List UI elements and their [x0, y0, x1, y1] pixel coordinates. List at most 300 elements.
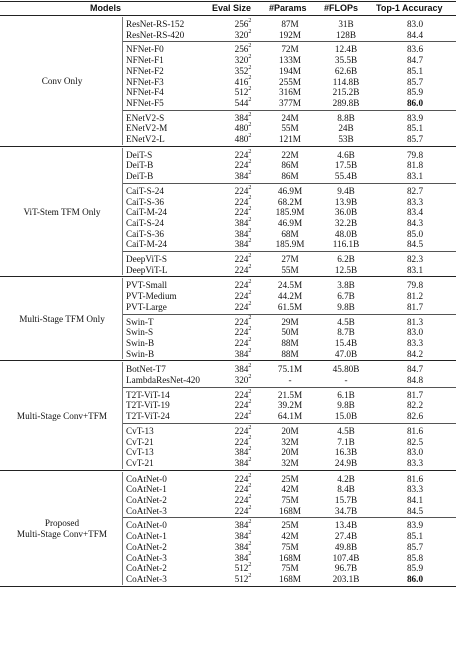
params-value: 55M: [281, 123, 299, 134]
params-value: 377M: [279, 97, 301, 108]
model-name: NFNet-F3: [126, 76, 164, 87]
eval-size: $224^2$: [234, 315, 252, 327]
model-name: DeiT-B: [126, 160, 154, 171]
model-name: LambdaResNet-420: [126, 375, 200, 385]
squared-superscript: 2: [248, 572, 252, 579]
top1-value: 85.7: [406, 541, 424, 552]
model-name: ENetV2-L: [126, 134, 165, 144]
params-value: 86M: [281, 160, 299, 171]
top1-value: 83.1: [406, 171, 424, 182]
params-value: 75M: [281, 541, 299, 552]
flops-value: 45.80B: [332, 364, 360, 375]
group-vertical-rule: [122, 362, 123, 468]
eval-size: $384^2$: [234, 540, 252, 552]
group-vertical-rule: [122, 148, 123, 276]
top1-value: 83.0: [406, 19, 424, 29]
params-value: 22M: [281, 149, 299, 160]
params-value: 55M: [281, 264, 299, 275]
top1-value: 86.0: [406, 97, 424, 108]
squared-superscript: 2: [248, 446, 252, 453]
eval-size: $384^2$: [234, 456, 252, 468]
flops-value: 31B: [338, 19, 354, 29]
params-value: 32M: [281, 457, 299, 468]
top1-value: 84.5: [406, 505, 424, 516]
eval-size: $224^2$: [234, 483, 252, 495]
flops-value: 4.2B: [337, 473, 355, 484]
params-value: 75.1M: [277, 364, 303, 375]
flops-value: 13.9B: [334, 196, 358, 207]
flops-value: 3.8B: [337, 280, 355, 291]
flops-value: 215.2B: [332, 87, 360, 98]
squared-superscript: 2: [248, 388, 252, 395]
squared-superscript: 2: [248, 43, 252, 50]
model-name: NFNet-F4: [126, 87, 164, 98]
eval-size: $224^2$: [234, 263, 252, 275]
group-rule: [0, 146, 456, 147]
eval-size: $224^2$: [234, 493, 252, 505]
squared-superscript: 2: [248, 17, 252, 24]
squared-superscript: 2: [248, 315, 252, 322]
params-value: 32M: [281, 436, 299, 447]
eval-size: $224^2$: [234, 148, 252, 160]
params-value: 25M: [281, 520, 299, 531]
model-name: Swin-B: [126, 337, 155, 348]
model-name: CaiT-M-24: [126, 239, 168, 250]
block-rule: [122, 251, 456, 252]
squared-superscript: 2: [248, 410, 252, 417]
params-value: 46.9M: [277, 185, 303, 196]
eval-size: $224^2$: [234, 472, 252, 484]
params-value: 168M: [279, 552, 301, 563]
flops-value: 55.4B: [334, 171, 358, 182]
flops-value: 203.1B: [332, 573, 360, 584]
params-value: 46.9M: [277, 217, 303, 228]
top1-value: 85.1: [406, 123, 424, 134]
flops-value: 128B: [336, 29, 356, 40]
top1-value: 81.6: [406, 425, 424, 436]
model-name: CoAtNet-3: [126, 573, 167, 584]
model-name: NFNet-F1: [126, 55, 164, 66]
params-value: 25M: [281, 473, 299, 484]
flops-value: 6.7B: [337, 291, 355, 302]
squared-superscript: 2: [248, 562, 252, 569]
squared-superscript: 2: [248, 300, 252, 307]
flops-value: 47.0B: [334, 348, 358, 359]
params-value: 39.2M: [277, 400, 303, 411]
eval-size: $352^2$: [234, 64, 252, 76]
eval-size: $320^2$: [234, 54, 252, 66]
model-name: CoAtNet-1: [126, 531, 167, 542]
model-name: CoAtNet-3: [126, 505, 167, 516]
squared-superscript: 2: [248, 28, 252, 35]
flops-value: 27.4B: [334, 531, 358, 542]
model-name: ResNet-RS-420: [126, 29, 185, 40]
flops-value: 35.5B: [334, 55, 358, 66]
top1-value: 81.7: [406, 389, 424, 400]
top1-value: 79.8: [406, 149, 424, 160]
squared-superscript: 2: [248, 399, 252, 406]
squared-superscript: 2: [248, 216, 252, 223]
squared-superscript: 2: [248, 472, 252, 479]
params-value: 20M: [281, 447, 299, 458]
squared-superscript: 2: [248, 148, 252, 155]
flops-value: 36.0B: [334, 207, 358, 218]
params-value: 185.9M: [275, 207, 305, 218]
model-name: ResNet-RS-152: [126, 19, 185, 29]
flops-value: 4.5B: [337, 316, 355, 327]
top1-value: 84.8: [406, 375, 424, 385]
top1-value: 86.0: [406, 573, 424, 584]
top1-value: 83.9: [406, 520, 424, 531]
eval-size: $480^2$: [234, 122, 252, 134]
flops-value: 53B: [338, 134, 354, 144]
squared-superscript: 2: [248, 238, 252, 245]
flops-value: 289.8B: [332, 97, 360, 108]
params-value: -: [288, 375, 292, 385]
squared-superscript: 2: [248, 96, 252, 103]
squared-superscript: 2: [248, 111, 252, 118]
model-name: ENetV2-M: [126, 123, 168, 134]
params-value: 121M: [279, 134, 301, 144]
squared-superscript: 2: [248, 170, 252, 177]
squared-superscript: 2: [248, 64, 252, 71]
top1-value: 85.0: [406, 228, 424, 239]
model-name: CvT-13: [126, 425, 154, 436]
block-rule: [122, 387, 456, 388]
group-label: Multi-Stage TFM Only: [19, 314, 105, 325]
flops-value: 6.2B: [337, 254, 355, 264]
block-rule: [122, 110, 456, 111]
top-rule: [0, 1, 456, 2]
model-name: CaiT-S-24: [126, 217, 164, 228]
params-value: 192M: [279, 29, 301, 40]
params-value: 255M: [279, 76, 301, 87]
squared-superscript: 2: [248, 290, 252, 297]
model-name: DeiT-S: [126, 149, 153, 160]
squared-superscript: 2: [248, 530, 252, 537]
model-name: T2T-ViT-24: [126, 411, 170, 422]
top1-value: 85.9: [406, 563, 424, 574]
top1-value: 79.8: [406, 280, 424, 291]
top1-value: 81.2: [406, 291, 424, 302]
flops-value: 15.7B: [334, 495, 358, 505]
params-value: 20M: [281, 425, 299, 436]
params-value: 68.2M: [277, 196, 303, 207]
squared-superscript: 2: [248, 493, 252, 500]
top1-value: 81.8: [406, 160, 424, 171]
top1-value: 82.2: [406, 400, 424, 411]
squared-superscript: 2: [248, 75, 252, 82]
params-value: 75M: [281, 563, 299, 574]
squared-superscript: 2: [248, 122, 252, 129]
params-value: 316M: [279, 87, 301, 98]
top1-value: 85.1: [406, 531, 424, 542]
params-value: 168M: [279, 505, 301, 516]
eval-size: $384^2$: [234, 446, 252, 458]
top1-value: 83.0: [406, 327, 424, 338]
squared-superscript: 2: [248, 373, 252, 380]
eval-size: $224^2$: [234, 504, 252, 516]
squared-superscript: 2: [248, 424, 252, 431]
top1-value: 84.4: [406, 29, 424, 40]
top1-value: 81.6: [406, 473, 424, 484]
flops-value: 8.4B: [337, 484, 355, 495]
flops-value: 96.7B: [334, 563, 358, 574]
eval-size: $224^2$: [234, 326, 252, 338]
flops-value: 4.5B: [337, 425, 355, 436]
squared-superscript: 2: [248, 435, 252, 442]
model-name: DeepViT-S: [126, 254, 167, 264]
squared-superscript: 2: [248, 227, 252, 234]
group-vertical-rule: [122, 17, 123, 145]
eval-size: $384^2$: [234, 363, 252, 375]
eval-size: $384^2$: [234, 227, 252, 239]
model-name: PVT-Medium: [126, 291, 177, 302]
flops-value: 24B: [338, 123, 354, 134]
model-name: PVT-Small: [126, 280, 168, 291]
top1-value: 84.7: [406, 364, 424, 375]
eval-size: $224^2$: [234, 410, 252, 422]
params-value: 88M: [281, 337, 299, 348]
eval-size: $384^2$: [234, 216, 252, 228]
flops-value: 114.8B: [332, 76, 360, 87]
params-value: 27M: [281, 254, 299, 264]
model-name: CaiT-S-36: [126, 228, 164, 239]
flops-value: 9.4B: [337, 185, 355, 196]
flops-value: 32.2B: [334, 217, 358, 228]
params-value: 24M: [281, 112, 299, 123]
top1-value: 85.7: [406, 76, 424, 87]
squared-superscript: 2: [248, 263, 252, 270]
params-value: 168M: [279, 573, 301, 584]
model-name: ENetV2-S: [126, 112, 165, 123]
top1-value: 83.3: [406, 337, 424, 348]
eval-size: $224^2$: [234, 206, 252, 218]
group-label: ViT-Stem TFM Only: [23, 207, 101, 217]
block-rule: [122, 423, 456, 424]
eval-size: $384^2$: [234, 238, 252, 250]
top1-value: 83.9: [406, 112, 424, 123]
header-rule: [0, 15, 456, 16]
model-name: CoAtNet-2: [126, 563, 167, 574]
top1-value: 81.7: [406, 301, 424, 312]
flops-value: 13.4B: [334, 520, 358, 531]
model-name: Swin-S: [126, 327, 154, 338]
top1-value: 83.4: [406, 207, 424, 218]
squared-superscript: 2: [248, 456, 252, 463]
top1-value: 82.5: [406, 436, 424, 447]
top1-value: 85.7: [406, 134, 424, 144]
squared-superscript: 2: [248, 551, 252, 558]
model-name: CvT-13: [126, 447, 154, 458]
group-rule: [0, 360, 456, 361]
top1-value: 82.6: [406, 411, 424, 422]
header-flops: #FLOPs: [324, 3, 359, 13]
top1-value: 85.1: [406, 65, 424, 76]
params-value: 88M: [281, 348, 299, 359]
eval-size: $512^2$: [234, 572, 252, 584]
model-name: Swin-B: [126, 348, 155, 359]
model-name: PVT-Large: [126, 301, 167, 312]
top1-value: 84.2: [406, 348, 424, 359]
flops-value: 16.3B: [334, 447, 358, 458]
flops-value: 17.5B: [334, 160, 358, 171]
top1-value: 83.3: [406, 484, 424, 495]
block-rule: [122, 517, 456, 518]
eval-size: $384^2$: [234, 347, 252, 359]
flops-value: 15.0B: [334, 411, 358, 422]
flops-value: -: [344, 375, 348, 385]
eval-size: $544^2$: [234, 96, 252, 108]
model-name: CvT-21: [126, 457, 154, 468]
flops-value: 6.1B: [337, 389, 355, 400]
eval-size: $224^2$: [234, 388, 252, 400]
group-label: Multi-Stage Conv+TFM: [16, 410, 108, 421]
eval-size: $384^2$: [234, 170, 252, 182]
flops-value: 24.9B: [334, 457, 358, 468]
eval-size: $416^2$: [234, 75, 252, 87]
squared-superscript: 2: [248, 195, 252, 202]
model-name: DeepViT-L: [126, 264, 168, 275]
bottom-rule: [0, 586, 456, 587]
eval-size: $384^2$: [234, 519, 252, 531]
flops-value: 116.1B: [332, 239, 360, 250]
flops-value: 9.8B: [337, 301, 355, 312]
group-rule: [0, 470, 456, 471]
eval-size: $384^2$: [234, 530, 252, 542]
squared-superscript: 2: [248, 540, 252, 547]
model-name: CaiT-S-24: [126, 185, 164, 196]
block-rule: [122, 41, 456, 42]
eval-size: $512^2$: [234, 562, 252, 574]
top1-value: 84.5: [406, 239, 424, 250]
flops-value: 8.7B: [337, 327, 355, 338]
model-name: CvT-21: [126, 436, 154, 447]
flops-value: 15.4B: [334, 337, 358, 348]
squared-superscript: 2: [248, 184, 252, 191]
params-value: 87M: [281, 19, 299, 29]
eval-size: $224^2$: [234, 279, 252, 291]
squared-superscript: 2: [248, 279, 252, 286]
model-name: CoAtNet-0: [126, 520, 167, 531]
model-name: BotNet-T7: [126, 364, 166, 375]
squared-superscript: 2: [248, 252, 252, 259]
top1-value: 83.0: [406, 447, 424, 458]
flops-value: 9.8B: [337, 400, 355, 411]
squared-superscript: 2: [248, 504, 252, 511]
flops-value: 107.4B: [332, 552, 360, 563]
params-value: 21.5M: [277, 389, 303, 400]
squared-superscript: 2: [248, 519, 252, 526]
model-name: NFNet-F5: [126, 97, 164, 108]
params-value: 68M: [281, 228, 299, 239]
squared-superscript: 2: [248, 336, 252, 343]
eval-size: $224^2$: [234, 336, 252, 348]
params-value: 42M: [281, 531, 299, 542]
eval-size: $480^2$: [234, 132, 252, 144]
flops-value: 49.8B: [334, 541, 358, 552]
model-name: CaiT-S-36: [126, 196, 164, 207]
top1-value: 82.3: [406, 254, 424, 264]
group-rule: [0, 276, 456, 277]
eval-size: $320^2$: [234, 28, 252, 40]
eval-size: $224^2$: [234, 290, 252, 302]
header-top1-accuracy: Top-1 Accuracy: [376, 3, 443, 13]
flops-value: 8.8B: [337, 112, 355, 123]
model-name: CoAtNet-3: [126, 552, 167, 563]
group-vertical-rule: [122, 278, 123, 359]
params-value: 185.9M: [275, 239, 305, 250]
header-eval-size: Eval Size: [212, 3, 252, 13]
model-name: CoAtNet-1: [126, 484, 167, 495]
header-models: Models: [90, 3, 122, 13]
squared-superscript: 2: [248, 159, 252, 166]
model-name: Swin-T: [126, 316, 154, 327]
eval-size: $256^2$: [234, 43, 252, 55]
eval-size: $224^2$: [234, 424, 252, 436]
group-label: Multi-Stage Conv+TFM: [16, 529, 108, 540]
squared-superscript: 2: [248, 86, 252, 93]
flops-value: 12.5B: [334, 264, 358, 275]
squared-superscript: 2: [248, 363, 252, 370]
model-name: CoAtNet-2: [126, 495, 167, 505]
eval-size: $384^2$: [234, 111, 252, 123]
top1-value: 83.3: [406, 196, 424, 207]
squared-superscript: 2: [248, 206, 252, 213]
squared-superscript: 2: [248, 132, 252, 139]
top1-value: 81.3: [406, 316, 424, 327]
params-value: 194M: [279, 65, 301, 76]
params-value: 86M: [281, 171, 299, 182]
flops-value: 12.4B: [334, 44, 358, 55]
top1-value: 82.7: [406, 185, 424, 196]
header-params: #Params: [269, 3, 307, 13]
eval-size: $224^2$: [234, 399, 252, 411]
eval-size: $320^2$: [234, 373, 252, 385]
eval-size: $512^2$: [234, 86, 252, 98]
params-value: 29M: [281, 316, 299, 327]
group-label: Conv Only: [41, 76, 83, 87]
model-name: NFNet-F2: [126, 65, 164, 76]
model-name: T2T-ViT-14: [126, 389, 170, 400]
eval-size: $256^2$: [234, 17, 252, 29]
squared-superscript: 2: [248, 347, 252, 354]
params-value: 72M: [281, 44, 299, 55]
eval-size: $224^2$: [234, 300, 252, 312]
eval-size: $224^2$: [234, 435, 252, 447]
flops-value: 4.6B: [337, 149, 355, 160]
group-label: Proposed: [44, 518, 80, 529]
flops-value: 34.7B: [334, 505, 358, 516]
eval-size: $384^2$: [234, 551, 252, 563]
model-name: CaiT-M-24: [126, 207, 168, 218]
params-value: 64.1M: [277, 411, 303, 422]
block-rule: [122, 183, 456, 184]
flops-value: 62.6B: [334, 65, 358, 76]
params-value: 44.2M: [277, 291, 303, 302]
squared-superscript: 2: [248, 54, 252, 61]
flops-value: 7.1B: [337, 436, 355, 447]
top1-value: 83.1: [406, 264, 424, 275]
eval-size: $224^2$: [234, 252, 252, 264]
group-vertical-rule: [122, 472, 123, 585]
block-rule: [122, 314, 456, 315]
top1-value: 84.7: [406, 55, 424, 66]
model-name: CoAtNet-0: [126, 473, 167, 484]
top1-value: 85.9: [406, 87, 424, 98]
flops-value: 48.0B: [334, 228, 358, 239]
model-name: DeiT-B: [126, 171, 154, 182]
